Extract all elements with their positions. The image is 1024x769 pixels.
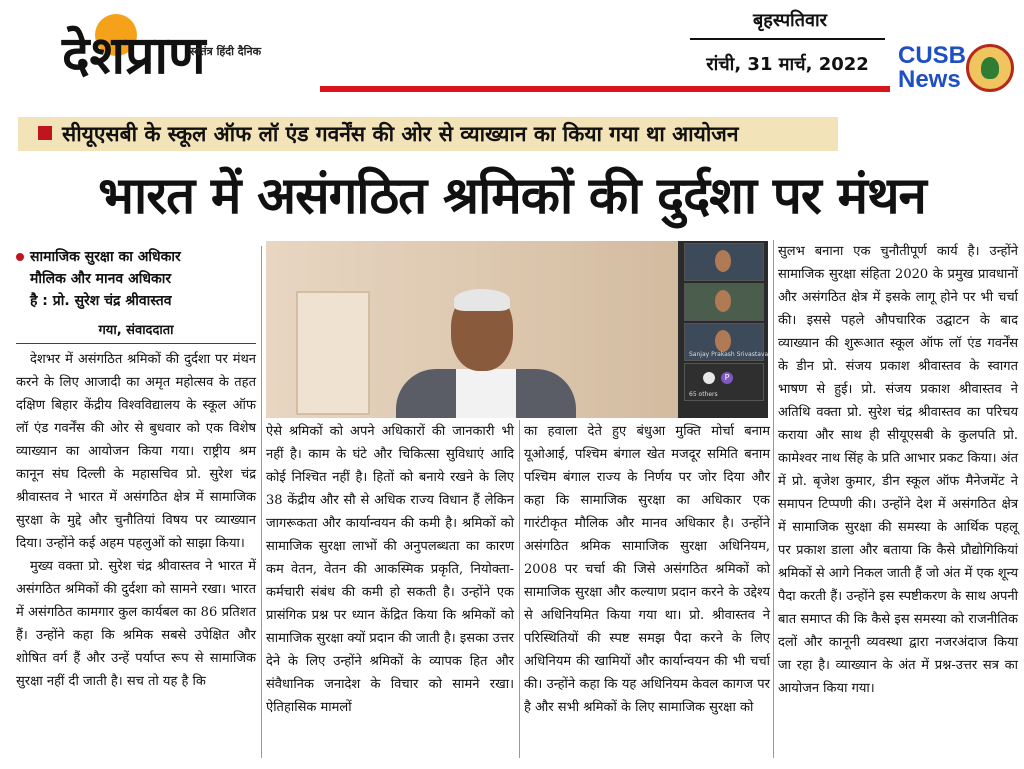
byline: गया, संवाददाता	[98, 323, 174, 338]
publication-day: बृहस्पतिवार	[752, 10, 827, 31]
participant-caption: 65 others	[689, 391, 718, 398]
round-bullet-icon	[16, 253, 24, 261]
speaker-collar	[456, 369, 516, 418]
article-headline: भारत में असंगठित श्रमिकों की दुर्दशा पर मंथन	[98, 167, 926, 226]
paper-name: देशप्राण	[62, 25, 206, 86]
article-photo	[266, 241, 768, 418]
cusb-news-badge	[898, 44, 966, 92]
body-paragraph: मुख्य वक्ता प्रो. सुरेश चंद्र श्रीवास्तव ने भारत में असंगठित श्रमिकों की दुर्दशा को सामने रखा। भारत में असंगठित कामगार कुल कार्यबल का 86 प्रतिशत हैं। उन्होंने कहा कि श्रमिक सबसे उपेक्षित और शोषित वर्ग हैं और उन्हें पर्याप्त रूप से सामाजिक सुरक्षा नहीं दी जाती है। सच तो यह है कि	[16, 559, 256, 689]
article-subhead: सीयूएसबी के स्कूल ऑफ लॉ एंड गवर्नेंस की ओर से व्याख्यान का किया गया था आयोजन	[62, 122, 739, 146]
participant-initial: P	[721, 372, 733, 384]
body-paragraph: ऐसे श्रमिकों को अपने अधिकारों की जानकारी भी नहीं है। काम के घंटे और चिकित्सा सुविधाएं आदि कोई निश्चित नहीं है। हितों को बनाये रखने के लिए 38 केंद्रीय और सौ से अधिक राज्य विधान हैं लेकिन जागरूकता और कार्यान्वयन की कमी है। श्रमिकों को सामाजिक सुरक्षा लाभों की अनुपलब्धता का कारण कम वेतन, वेतन की आकस्मिक प्रकृति, नियोक्ता-कर्मचारी संबंध की कमी हो सकती है। उन्होंने एक प्रासंगिक प्रश्न पर ध्यान केंद्रित किया कि श्रमिकों को सामाजिक सुरक्षा क्यों प्रदान की जाती है। इसका उत्तर देने के लिए उन्होंने श्रमिकों के व्यापक हित और संवैधानिक जनादेश के विचार को सामने रखा। ऐतिहासिक मामलों	[266, 424, 514, 715]
body-column-1	[16, 348, 256, 693]
publication-dateline: रांची, 31 मार्च, 2022	[706, 54, 869, 75]
participant-caption: Sanjay Prakash Srivastava	[689, 351, 768, 358]
column-divider	[773, 240, 774, 758]
body-paragraph: सुलभ बनाना एक चुनौतीपूर्ण कार्य है। उन्होंने सामाजिक सुरक्षा संहिता 2020 के प्रमुख प्रावधानों और असंगठित क्षेत्र में इसके लागू होने पर भी चर्चा की। इससे पहले औपचारिक उद्घाटन के बाद व्याख्यान की शुरूआत स्कूल ऑफ लॉ एंड गवर्नेंस के डीन प्रो. संजय प्रकाश श्रीवास्तव के स्वागत भाषण से हुई। प्रो. संजय प्रकाश श्रीवास्तव ने अतिथि वक्ता प्रो. सुरेश चंद्र श्रीवास्तव का परिचय कराया और साथ ही सीयूएसबी के कुलपति प्रो. कामेश्वर नाथ सिंह के प्रति आभार प्रकट किया। अंत में प्रो. बृजेश कुमार, डीन स्कूल ऑफ मैनेजमेंट ने समापन टिप्पणी की। उन्होंने देश में असंगठित क्षेत्र में सामाजिक सुरक्षा की समस्या के आर्थिक पहलू पर प्रकाश डाला और बताया कि कैसे प्रौद्योगिकियां श्रमिकों से आगे निकल जाती हैं जो अंत में एक शून्य पैदा करती हैं। उन्होंने इस स्पष्टीकरण के साथ अपनी बात समाप्त की कि कैसे इस समस्या को राजनीतिक दलों और कानूनी व्यवस्था द्वारा नजरअंदाज किया जा रहा है। व्याख्यान के अंत में प्रश्न-उत्तर सत्र का आयोजन किया गया।	[778, 244, 1019, 696]
body-column-4	[778, 240, 1018, 700]
article-deck	[16, 246, 256, 312]
body-column-3	[524, 420, 770, 719]
body-column-2	[266, 420, 514, 719]
body-paragraph: का हवाला देते हुए बंधुआ मुक्ति मोर्चा बनाम यूओआई, पश्चिम बंगाल खेत मजदूर समिति बनाम पश्चिम बंगाल राज्य के निर्णय पर जोर दिया और कहा कि सामाजिक सुरक्षा का अधिकार एक गारंटीकृत मौलिक और मानव अधिकार है। उन्होंने असंगठित श्रमिक सामाजिक सुरक्षा अधिनियम, 2008 पर चर्चा की जिसे असंगठित श्रमिकों को सामाजिक सुरक्षा और कल्याण प्रदान करने के उद्देश्य से अधिनियमित किया गया था। प्रो. श्रीवास्तव ने परिस्थितियों की स्पष्ट समझ पैदा करने के लिए अधिनियम की खामियों और कार्यान्वयन की भी चर्चा की। उन्होंने कहा कि यह अधिनियम केवल कागज पर है और सभी श्रमिकों के लिए सामाजिक सुरक्षा को	[524, 424, 770, 715]
photo-background-door	[296, 291, 370, 415]
paper-tagline: स्वतंत्र हिंदी दैनिक	[190, 45, 262, 58]
byline-rule	[16, 343, 256, 344]
square-bullet-icon	[38, 126, 52, 140]
date-divider	[690, 38, 885, 40]
participant-tile	[684, 283, 764, 321]
body-paragraph: देशभर में असंगठित श्रमिकों की दुर्दशा पर मंथन करने के लिए आजादी का अमृत महोत्सव के तहत दक्षिण बिहार केंद्रीय विश्वविद्यालय के स्कूल ऑफ लॉ एंड गवर्नेंस की ओर से बुधवार को एक विशेष व्याख्यान का आयोजन किया गया। राष्ट्रीय श्रम कानून संघ दिल्ली के महासचिव प्रो. सुरेश चंद्र श्रीवास्तव ने भारत में असंगठित क्षेत्र में सामाजिक सुरक्षा के मुद्दे और चुनौतियां विषय पर व्याख्यान दिया। उन्होंने कई अहम पहलुओं को साझा किया।	[16, 352, 256, 551]
deck-line-2: मौलिक और मानव अधिकार	[30, 271, 172, 287]
badge-line-1: CUSB	[898, 42, 967, 69]
participant-face	[715, 250, 731, 272]
deck-line-3: है : प्रो. सुरेश चंद्र श्रीवास्तव	[30, 293, 172, 309]
participant-tile	[684, 243, 764, 281]
deck-line-1-text: सामाजिक सुरक्षा का अधिकार	[30, 249, 181, 265]
participant-tile	[684, 323, 768, 361]
deck-line-1	[16, 246, 256, 268]
university-seal-icon	[966, 44, 1014, 92]
masthead-red-rule	[320, 86, 890, 92]
column-divider	[261, 246, 262, 758]
participant-dot-icon	[703, 372, 715, 384]
participant-tile	[684, 363, 764, 401]
badge-line-2: News	[898, 66, 961, 93]
speaker-hair	[454, 289, 510, 311]
participant-face	[715, 290, 731, 312]
column-divider	[519, 420, 520, 758]
participant-tiles	[678, 241, 768, 418]
participant-face	[715, 330, 731, 352]
